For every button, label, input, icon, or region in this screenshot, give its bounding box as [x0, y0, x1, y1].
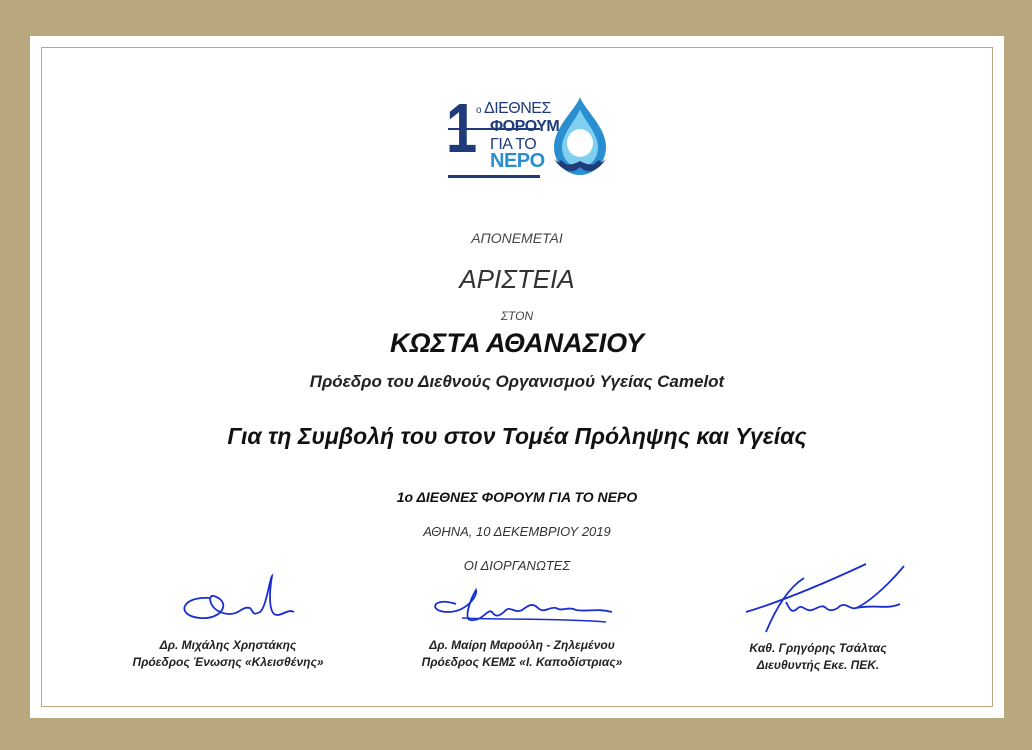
recipient-name: ΚΩΣΤΑ ΑΘΑΝΑΣΙΟΥ — [389, 328, 645, 358]
water-drop-hands-icon — [546, 95, 614, 179]
signatory-3-role: Διευθυντής Εκε. ΠΕΚ. — [756, 658, 880, 672]
logo-line4: ΝΕΡΟ — [490, 150, 545, 172]
logo-bottom-bar — [448, 175, 540, 178]
place-date: ΑΘΗΝΑ, 10 ΔΕΚΕΜΒΡΙΟΥ 2019 — [423, 524, 611, 539]
logo-line2: ΦΟΡΟΥΜ — [490, 118, 560, 135]
forum-logo — [446, 91, 626, 186]
award-title: ΑΡΙΣΤΕΙΑ — [459, 264, 575, 294]
logo-line3: ΓΙΑ ΤΟ — [490, 136, 537, 153]
signatory-3-name: Καθ. Γρηγόρης Τσάλτας — [749, 641, 887, 655]
logo-line1: ΔΙΕΘΝΕΣ — [484, 100, 551, 117]
certificate-paper — [30, 36, 1004, 718]
signatory-1-name: Δρ. Μιχάλης Χρηστάκης — [159, 638, 297, 652]
recipient-title: Πρόεδρο του Διεθνούς Οργανισμού Υγείας Camelot — [309, 372, 725, 391]
signature-3 — [726, 558, 916, 638]
signatory-1-role: Πρόεδρος Ένωσης «Κλεισθένης» — [132, 655, 324, 669]
organizers-label: ΟΙ ΔΙΟΡΓΑΝΩΤΕΣ — [463, 558, 571, 573]
event-name: 1ο ΔΙΕΘΝΕΣ ΦΟΡΟΥΜ ΓΙΑ ΤΟ ΝΕΡΟ — [396, 489, 638, 505]
to-label: ΣΤΟΝ — [500, 309, 534, 323]
signature-1 — [170, 568, 310, 628]
awarded-label: ΑΠΟΝΕΜΕΤΑΙ — [471, 230, 563, 246]
signatory-2-name: Δρ. Μαίρη Μαρούλη - Ζηλεμένου — [429, 638, 615, 652]
signatory-2-role: Πρόεδρος ΚΕΜΣ «Ι. Καποδίστριας» — [421, 655, 623, 669]
logo-numeral: 1 — [446, 89, 478, 167]
signature-2 — [426, 582, 616, 632]
award-reason: Για τη Συμβολή του στον Τομέα Πρόληψης και Υγείας — [227, 423, 807, 449]
logo-superscript: ο — [476, 105, 482, 116]
